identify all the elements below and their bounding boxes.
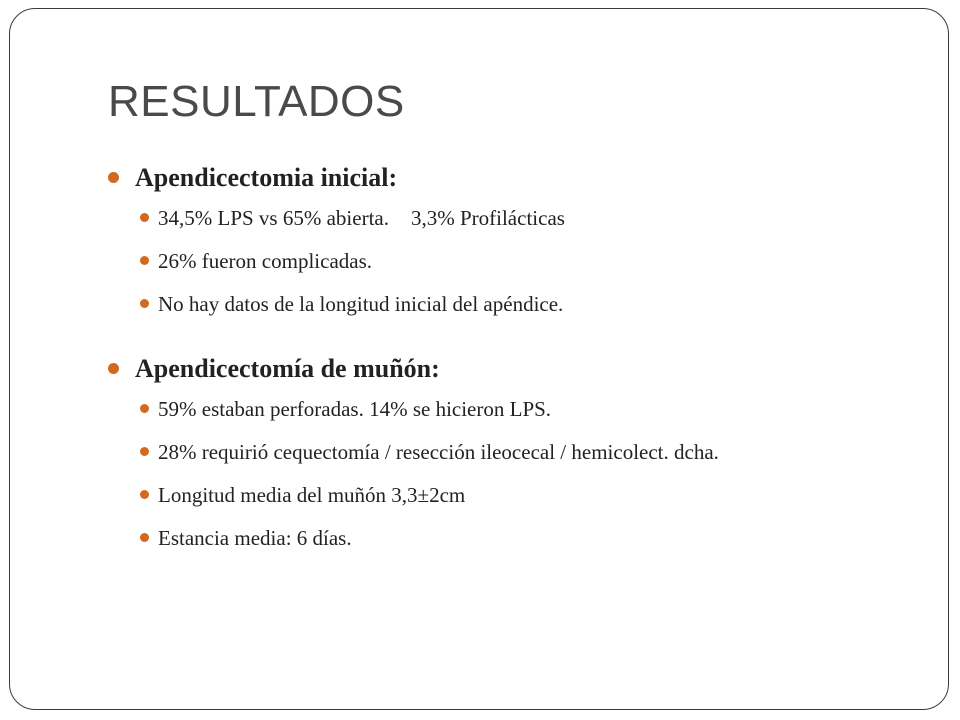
list-item-text: Estancia media: 6 días. [158,526,352,550]
slide-title: RESULTADOS [108,77,405,126]
section-heading-text: Apendicectomia inicial: [135,163,398,192]
list-item-text: 34,5% LPS vs 65% abierta. [158,206,389,230]
section-apendicectomia-munon [106,351,906,552]
list-item-text: No hay datos de la longitud inicial del apéndice. [158,292,564,316]
list-item [106,481,906,509]
bullet-list [106,395,906,552]
list-item [106,438,906,466]
bullet-icon [140,299,149,308]
section-heading [106,351,906,387]
bullet-icon [140,404,149,413]
list-item [106,524,906,552]
list-item-text: Longitud media del muñón 3,3±2cm [158,483,466,507]
list-item-text: 59% estaban perforadas. 14% se hicieron LPS. [158,397,552,421]
list-item-text-secondary: 3,3% Profilácticas [410,206,565,230]
list-item-text: 26% fueron complicadas. [158,249,373,273]
section-heading [106,160,906,196]
list-item-text: 28% requirió cequectomía / resección ileocecal / hemicolect. dcha. [158,440,719,464]
bullet-icon [108,172,119,183]
bullet-icon [140,490,149,499]
list-item [106,290,906,318]
list-item [106,247,906,275]
bullet-icon [140,256,149,265]
bullet-icon [108,363,119,374]
bullet-icon [140,213,149,222]
slide-content [106,160,906,567]
bullet-icon [140,533,149,542]
bullet-list [106,204,906,318]
bullet-icon [140,447,149,456]
list-item [106,204,906,232]
section-heading-text: Apendicectomía de muñón: [135,354,440,383]
list-item [106,395,906,423]
section-apendicectomia-inicial [106,160,906,318]
